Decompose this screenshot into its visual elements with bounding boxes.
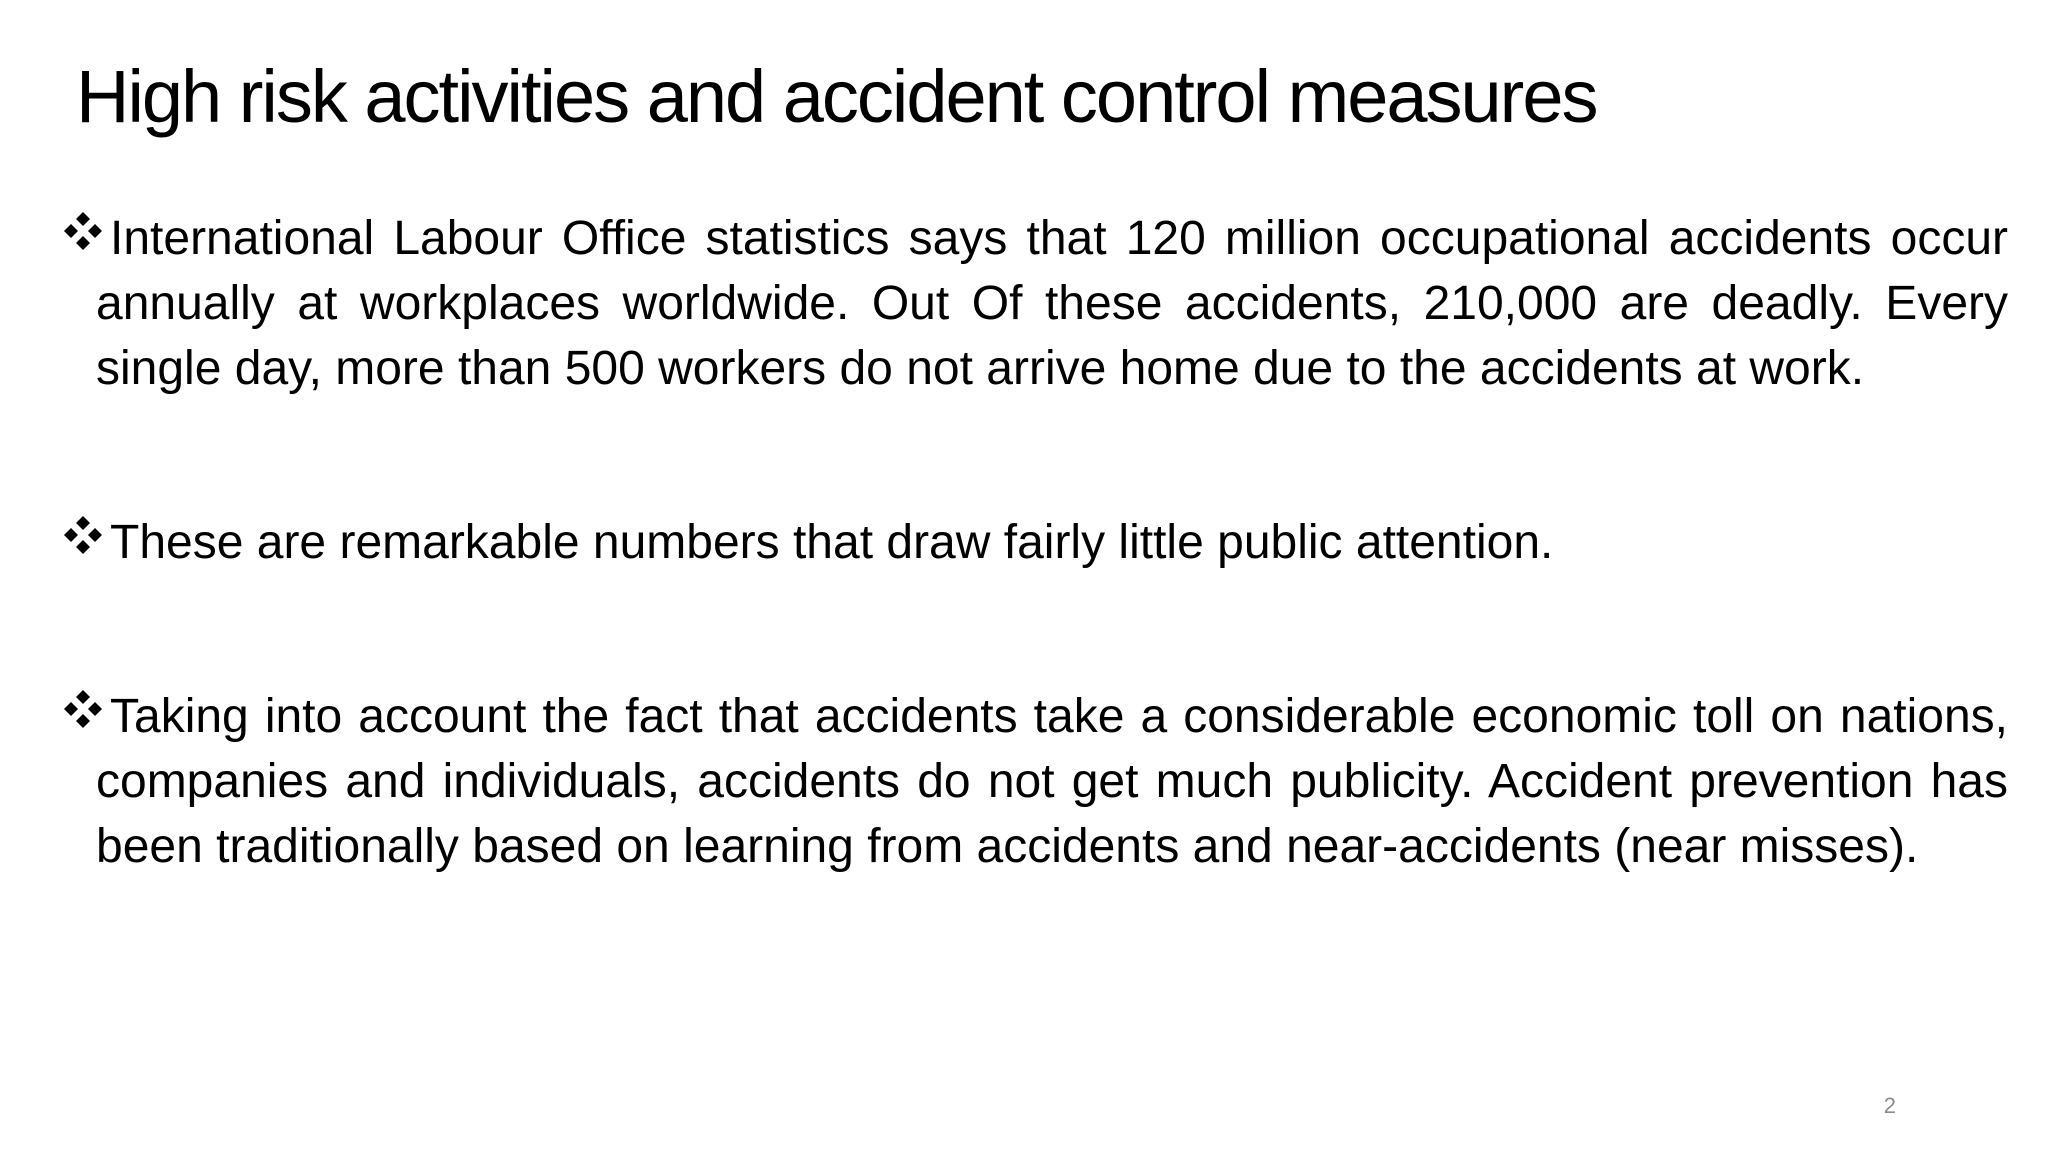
four-diamond-bullet-icon (60, 512, 106, 558)
four-diamond-bullet-icon (60, 686, 106, 732)
bullet-item (60, 510, 2008, 575)
bullet-item (60, 684, 2008, 879)
slide-title: High risk activities and accident control measures (76, 55, 1597, 138)
bullet-text: Taking into account the fact that accidents take a considerable economic toll on nations, companies and individuals, accidents do not get much publicity. Accident prevention has been traditionally based on learning from accidents and near-accidents (near misses). (96, 690, 2008, 873)
bullet-text: These are remarkable numbers that draw fairly little public attention. (110, 516, 1554, 569)
bullet-text: International Labour Office statistics says that 120 million occupational accidents occur annually at workplaces worldwide. Out Of these accidents, 210,000 are deadly. Every single day, more than 500 workers do not arrive home due to the accidents at work. (96, 212, 2008, 395)
page-number: 2 (1883, 1093, 1896, 1118)
bullet-item (60, 206, 2008, 401)
four-diamond-bullet-icon (60, 208, 106, 254)
bullet-list (60, 206, 2008, 879)
